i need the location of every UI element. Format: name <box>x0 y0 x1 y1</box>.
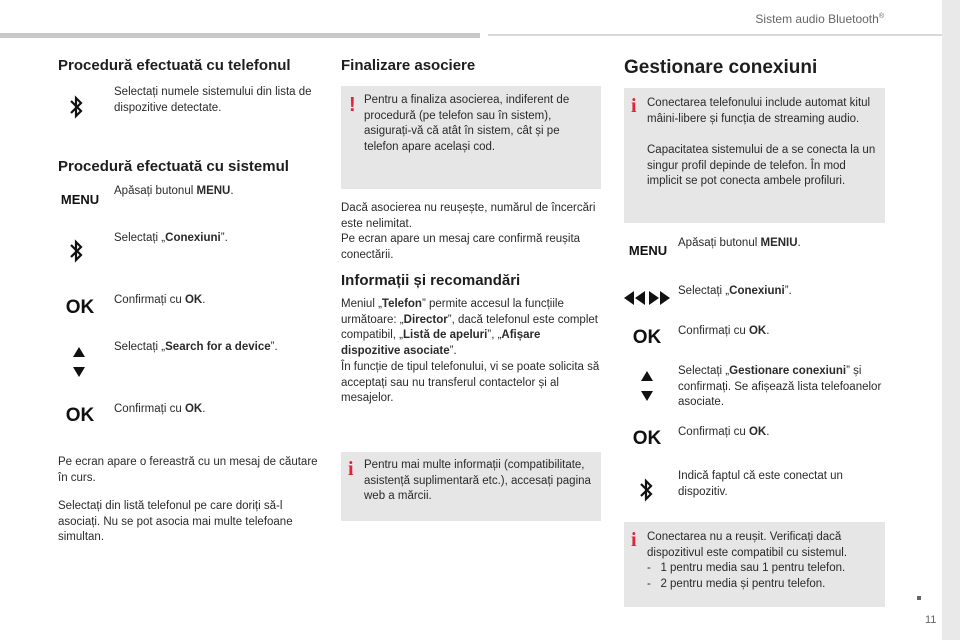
phone-procedure-heading: Procedură efectuată cu telefonul <box>58 57 291 74</box>
auto-connect-text: Conectarea telefonului include automat kitul mâini-libere și funcția de streaming audio. <box>647 97 871 125</box>
connections-step-1: Apăsați butonul MENIU. <box>678 237 801 249</box>
ok-button-icon: OK <box>632 327 662 348</box>
connections-step-2: Selectați „Conexiuni”. <box>678 285 792 297</box>
warning-text: Pentru a finaliza asocierea, indiferent de procedură (pe telefon sau în sistem), asigurați-vă că atât în sistem, cât și pe telefon apare același cod. <box>364 94 570 153</box>
ok-button-icon: OK <box>65 405 95 426</box>
menu-button-icon: MENU <box>60 191 100 207</box>
prev-next-icon <box>622 288 672 308</box>
up-down-arrows-icon <box>68 344 90 380</box>
more-info-text: Pentru mai multe informații (compatibilitate, asistență suplimentară etc.), accesați pagina web a mărcii. <box>364 459 591 502</box>
finalize-heading: Finalizare asociere <box>341 57 476 74</box>
bluetooth-icon <box>64 234 88 268</box>
bluetooth-icon <box>64 90 88 124</box>
confirm-text: Pe ecran apare un mesaj care confirmă reușita conectării. <box>341 233 581 261</box>
select-phone-paragraph: Selectați din listă telefonul pe care doriți să-l asociați. Nu se pot asocia mai multe telefoane simultan. <box>58 500 293 543</box>
system-procedure-heading: Procedură efectuată cu sistemul <box>58 158 289 175</box>
page-number: 11 <box>925 614 937 626</box>
side-strip <box>942 0 960 640</box>
connections-step-5: Confirmați cu OK. <box>678 426 770 438</box>
up-down-arrows-icon <box>636 368 658 404</box>
header-rule-left <box>0 33 480 38</box>
list-item: - 1 pentru media sau 1 pentru telefon. <box>647 562 846 574</box>
search-message-paragraph: Pe ecran apare o fereastră cu un mesaj de căutare în curs. <box>58 456 318 484</box>
system-step-5: Confirmați cu OK. <box>114 403 206 415</box>
system-step-3: Confirmați cu OK. <box>114 294 206 306</box>
page-marker <box>917 596 921 600</box>
system-step-4: Selectați „Search for a device”. <box>114 341 278 353</box>
connections-step-6: Indică faptul că este conectat un dispozitiv. <box>678 470 843 498</box>
phone-step-text: Selectați numele sistemului din lista de dispozitive detectate. <box>114 86 312 114</box>
bluetooth-icon <box>634 472 658 508</box>
profile-capacity-text: Capacitatea sistemului de a se conecta la un singur profil depinde de telefon. În mod implicit se pot conecta ambele profiluri. <box>647 144 876 187</box>
connections-heading: Gestionare conexiuni <box>624 57 818 78</box>
phone-menu-paragraph: Meniul „Telefon” permite accesul la funcțiile următoare: „Director”, dacă telefonul este complet compatibil, „Listă de apeluri”, „Afișare dispozitive asociate”. <box>341 298 598 357</box>
ok-button-icon: OK <box>65 297 95 318</box>
section-title: Sistem audio Bluetooth® <box>755 12 884 26</box>
info-heading: Informații și recomandări <box>341 272 521 289</box>
header-rule-right <box>488 34 942 36</box>
info-icon: i <box>631 529 637 551</box>
connection-failed-text: Conectarea nu a reușit. Verificați dacă dispozitivul este compatibil cu sistemul. <box>647 531 848 559</box>
phone-type-paragraph: În funcție de tipul telefonului, vi se poate solicita să acceptați sau nu transferul contactelor și al mesajelor. <box>341 361 600 404</box>
attempts-text: Dacă asocierea nu reușește, numărul de încercări este nelimitat. <box>341 202 596 230</box>
connections-step-4: Selectați „Gestionare conexiuni” și confirmați. Se afișează lista telefoanelor asociate. <box>678 365 882 408</box>
info-icon: i <box>631 95 637 117</box>
menu-button-icon: MENU <box>628 242 668 258</box>
warning-icon: ! <box>349 94 356 116</box>
ok-button-icon: OK <box>632 428 662 449</box>
system-step-2: Selectați „Conexiuni”. <box>114 232 228 244</box>
connections-step-3: Confirmați cu OK. <box>678 325 770 337</box>
info-icon: i <box>348 458 354 480</box>
list-item: - 2 pentru media și pentru telefon. <box>647 578 826 590</box>
system-step-1: Apăsați butonul MENU. <box>114 185 234 197</box>
